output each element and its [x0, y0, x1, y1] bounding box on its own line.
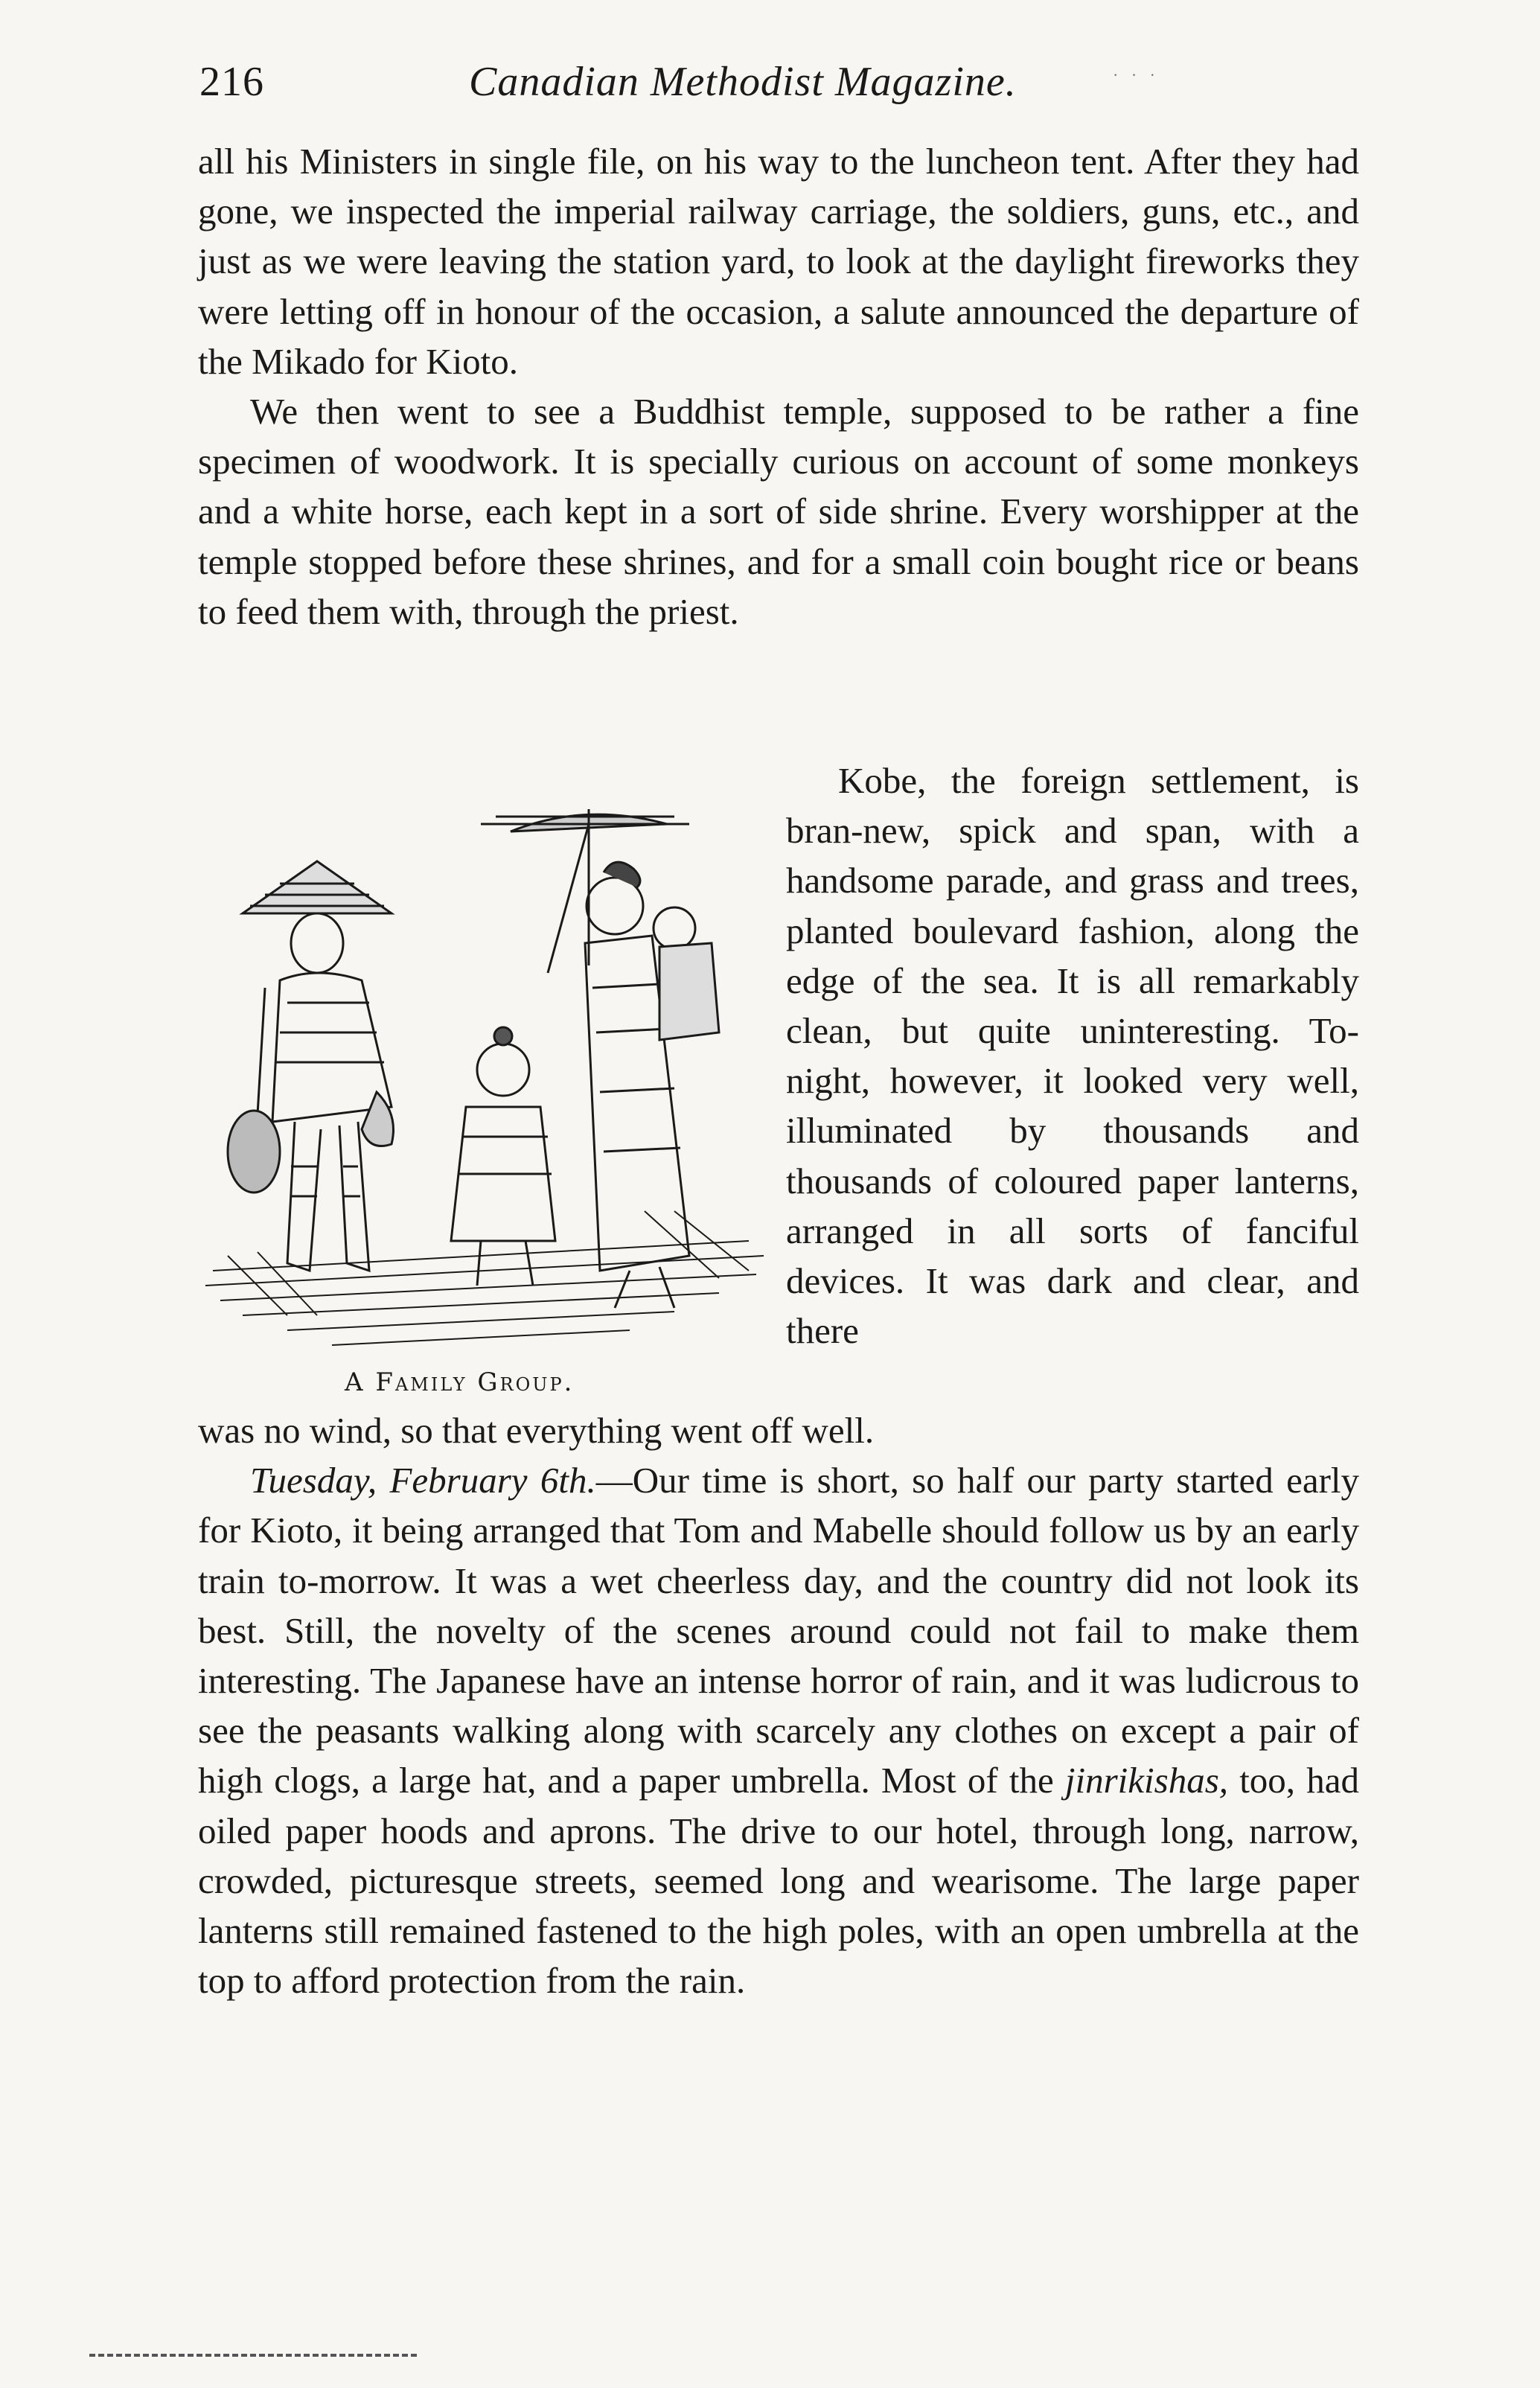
side-text-column — [786, 756, 1359, 1356]
page-header — [199, 58, 1361, 118]
tuesday-body: —Our time is short, so half our party started early for Kioto, it being arranged that Tom and Mabelle should follow us by an early train to-morrow. It was a wet cheerless day, and the country did not look its best. Still, the novelty of the scenes around could not fail to make them interesting. The Japanese have an intense horror of rain, and it was ludicrous to see the peasants walking along with scarcely any clothes on except a pair of high clogs, a large hat, and a paper umbrella. Most of the — [198, 1460, 1360, 1801]
engraving-image — [198, 794, 771, 1360]
man-figure — [228, 861, 394, 1271]
page-number: 216 — [199, 59, 264, 105]
footer-rule — [89, 2354, 417, 2357]
paragraph-tuesday — [198, 1455, 1359, 2005]
tuesday-body-end: too, had oiled paper hoods and aprons. The drive to our hotel, through long, narrow, crowded, picturesque streets, seemed long and wearisome. The large paper lanterns still remained fastened to the high poles, with an open umbrella at the top to afford protection from the rain. — [198, 1760, 1359, 2002]
family-group-illustration — [198, 794, 771, 1397]
top-text-block — [198, 136, 1359, 636]
paragraph-continuation: was no wind, so that everything went off well. — [198, 1410, 875, 1451]
woman-figure — [481, 809, 719, 1308]
bottom-text-block — [198, 1405, 1359, 2005]
paragraph-ministers: all his Ministers in single file, on his way to the luncheon tent. After they had gone, we inspected the imperial railway carriage, the soldiers, guns, etc., and just as we were leaving the station yard, to look at the daylight fireworks they were letting off in honour of the occasion, a salute announced the departure of the Mikado for Kioto. — [198, 141, 1359, 382]
paragraph-temple: We then went to see a Buddhist temple, supposed to be rather a fine specimen of woodwork. It is specially curious on account of some monkeys and a white horse, each kept in a sort of side shrine. Every worshipper at the temple stopped before these shrines, and for a small coin bought rice or beans to feed them with, through the priest. — [198, 391, 1359, 632]
child-figure — [451, 1027, 555, 1286]
running-title: Canadian Methodist Magazine. — [469, 59, 1017, 105]
figure-caption: A Family Group. — [345, 1367, 575, 1397]
date-label: Tuesday, February 6th. — [250, 1460, 596, 1501]
italic-jinrikishas: jinrikishas, — [1064, 1760, 1229, 1801]
stray-ink-marks: · · · — [1113, 66, 1160, 84]
paragraph-kobe: Kobe, the foreign settlement, is bran-new, spick and span, with a handsome parade, and grass and trees, planted boulevard fashion, along the edge of the sea. It is all remarkably clean, but quite uninteresting. To-night, however, it looked very well, illuminated by thousands and thousands of coloured paper lanterns, arranged in all sorts of fanciful devices. It was dark and clear, and there — [786, 760, 1359, 1352]
